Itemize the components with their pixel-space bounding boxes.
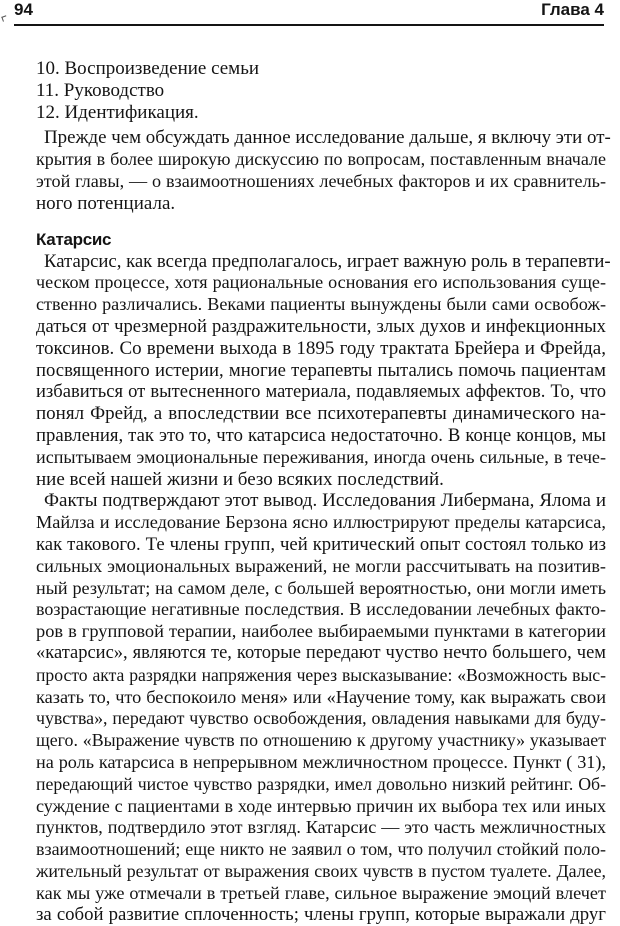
text-line: сильных эмоциональных выражений, не могли рассчитывать на позитив- — [36, 555, 606, 576]
text-line: ного потенциала. — [36, 192, 176, 214]
page-body — [36, 58, 611, 926]
text-line: возрастающие негативные последствия. В исследовании лечебных факто- — [36, 599, 606, 620]
paragraph-catharsis-1 — [36, 250, 611, 491]
text-line: Катарсис, как всегда предполагалось, играет важную роль в терапевти- — [44, 250, 611, 272]
text-line: ние всей нашей жизни и безо всяких последствий. — [36, 468, 444, 490]
text-line: крытия в более широкую дискуссию по вопросам, поставленным вначале — [36, 149, 606, 170]
text-line: этой главы, — о взаимоотношениях лечебных факторов и их сравнитель- — [36, 170, 606, 191]
text-line: суждение с пациентами в ходе интервью причин их выбора тех или иных — [36, 795, 606, 816]
section-heading: Катарсис — [36, 229, 112, 249]
running-header — [14, 0, 604, 26]
text-line: ров в групповой терапии, наиболее выбираемыми пунктами в категории — [36, 621, 606, 642]
text-line: Майлза и исследование Берзона ясно иллюстрируют пределы катарсиса, — [36, 512, 606, 533]
page-number: 94 — [14, 0, 33, 19]
text-line: Факты подтверждают этот вывод. Исследования Либермана, Ялома и — [44, 490, 606, 512]
text-line: посвященного истерии, многие терапевты пытались помочь пациентам — [36, 359, 606, 381]
text-line: Прежде чем обсуждать данное исследование дальше, я включу эти от- — [44, 127, 611, 149]
list-item: 11. Руководство — [36, 79, 165, 101]
list-item: 12. Идентификация. — [36, 101, 199, 123]
numbered-list — [36, 58, 606, 123]
text-line: за собой развитие сплоченность; члены групп, которые выражали друг — [36, 904, 606, 926]
text-line: пунктов, подтвердило этот взгляд. Катарсис — это часть межличностных — [36, 817, 606, 838]
text-line: ственно различались. Веками пациенты вынуждены были сами освобож- — [36, 294, 606, 315]
text-line: чувства», передают чувство освобождения, овладения навыками для буду- — [36, 708, 606, 729]
text-line: ный результат; на самом деле, с большей вероятностью, они могли иметь — [36, 577, 606, 598]
scan-mark — [1, 15, 7, 21]
paragraph-catharsis-2 — [36, 490, 606, 926]
text-line: казать то, что беспокоило меня» или «Научение тому, как выражать свои — [36, 686, 606, 707]
text-line: щего. «Выражение чувств по отношению к другому участнику» указывает — [36, 730, 606, 751]
text-line: передающий чистое чувство разрядки, имел довольно низкий рейтинг. Об- — [36, 773, 606, 794]
text-line: токсинов. Со времени выхода в 1895 году трактата Брейера и Фрейда, — [36, 337, 606, 359]
text-line: «катарсис», являются те, которые передают чуство нечто большего, чем — [36, 642, 606, 663]
text-line: как мы уже отмечали в третьей главе, сильное выражение эмоций влечет — [36, 882, 606, 903]
text-line: просто акта разрядки напряжения через высказывание: «Возможность выс- — [36, 664, 606, 685]
text-line: избавиться от вытесненного материала, подавляемых аффектов. То, что — [36, 381, 606, 403]
text-line: как такового. Те члены групп, чей критический опыт состоял только из — [36, 533, 606, 555]
intro-paragraph — [36, 127, 611, 214]
text-line: правления, так это то, что катарсиса недостаточно. В конце концов, мы — [36, 424, 606, 446]
text-line: испытываем эмоциональные переживания, иногда очень сильные, в тече- — [36, 446, 606, 467]
text-line: жительный результат от выражения своих чувств в пустом туалете. Далее, — [36, 860, 606, 881]
text-line: на роль катарсиса в непрерывном межличностном процессе. Пункт ( 31), — [36, 751, 606, 772]
text-line: ческом процессе, хотя рациональные основания его использования суще- — [36, 272, 606, 293]
text-line: даться от чрезмерной раздражительности, злых духов и инфекционных — [36, 315, 606, 337]
text-line: взаимоотношений; еще никто не заявил о том, что получил стойкий поло- — [36, 839, 606, 860]
chapter-title: Глава 4 — [541, 0, 604, 19]
list-item: 10. Воспроизведение семьи — [36, 58, 260, 79]
text-line: понял Фрейд, а впоследствии все психотерапевты динамического на- — [36, 403, 606, 425]
